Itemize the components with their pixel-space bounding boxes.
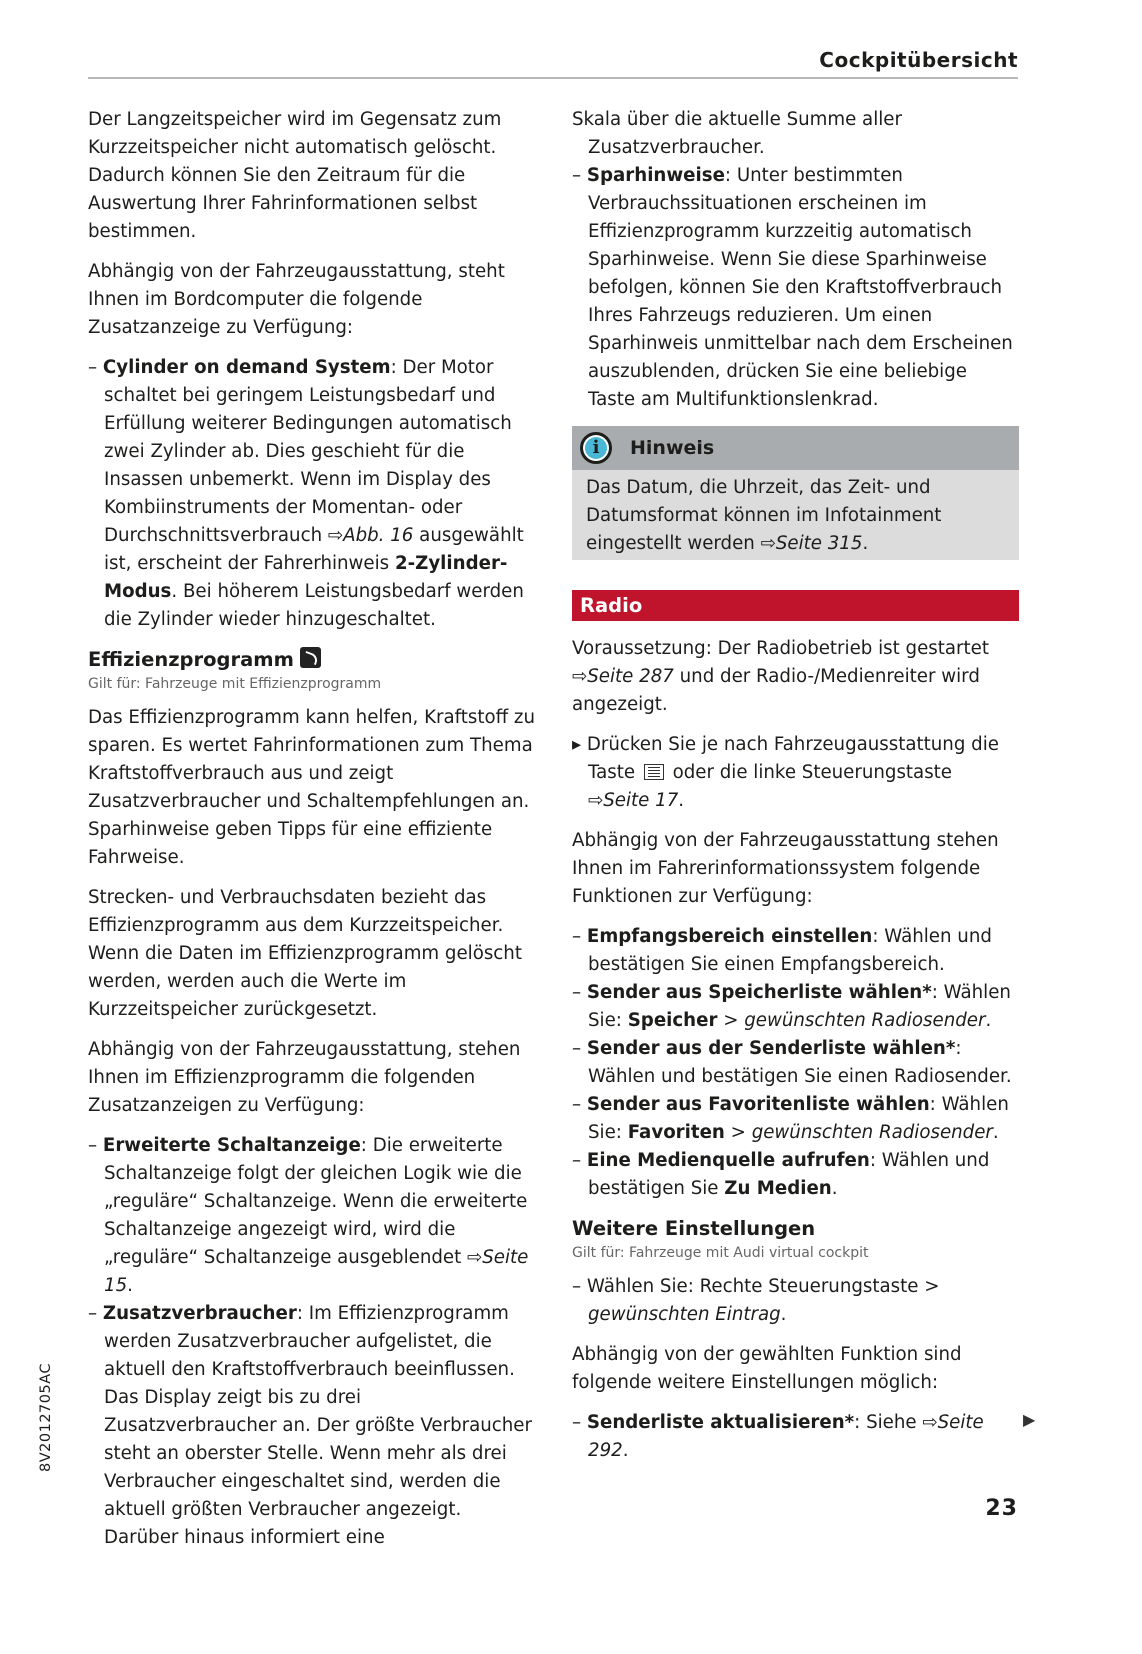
bold-term: Sender aus Speicherliste wählen*: [586, 982, 932, 1003]
list-item: [572, 1147, 1019, 1203]
text-run: .: [622, 1440, 629, 1461]
text-run: – Wählen Sie: Rechte Steuerungstaste >: [572, 1276, 940, 1297]
page-reference-link[interactable]: Seite 292: [588, 1412, 984, 1461]
section-heading: [88, 646, 535, 674]
bold-term: Sender aus Favoritenliste wählen: [586, 1094, 930, 1115]
page-reference-link[interactable]: gewünschten Eintrag: [588, 1304, 781, 1325]
text-run: –: [572, 1038, 587, 1059]
paragraph: [88, 258, 535, 342]
note-box: [572, 426, 1019, 560]
list-item: [572, 162, 1019, 414]
page-number: 23: [985, 1496, 1018, 1521]
text-run: . Bei höherem Leistungsbedarf werden die Zylinder wieder hinzugeschaltet.: [104, 581, 524, 630]
text-run: Der Langzeitspeicher wird im Gegensatz zum Kurzzeitspeicher nicht automatisch gelöscht. Dadurch können Sie den Zeitraum für die Auswertung Ihrer Fahrinformationen selbst bestimmen.: [88, 109, 502, 242]
text-run: : Wählen und bestätigen Sie: [588, 1150, 990, 1199]
text-run: ▸ Drücken Sie je nach Fahrzeugausstattung die Taste: [572, 734, 999, 783]
text-run: und der Radio-/Medienreiter wird angezeigt.: [572, 666, 980, 715]
bold-term: Cylinder on demand System: [102, 357, 391, 378]
text-run: .: [985, 1010, 992, 1031]
text-run: ausgewählt ist, erscheint der Fahrerhinweis: [104, 525, 524, 574]
text-run: .: [862, 533, 869, 554]
list-item: [572, 1035, 1019, 1091]
text-run: Gilt für: Fahrzeuge mit Audi virtual cockpit: [572, 1245, 869, 1261]
text-run: oder die linke Steuerungstaste ⇨: [588, 762, 952, 811]
text-run: Gilt für: Fahrzeuge mit Effizienzprogramm: [88, 676, 382, 692]
text-run: Abhängig von der Fahrzeugausstattung, stehen Ihnen im Effizienzprogramm die folgenden Zusatzanzeigen zu Verfügung:: [88, 1039, 521, 1116]
bold-term: Zu Medien: [724, 1178, 832, 1199]
text-run: –: [572, 165, 587, 186]
bold-term: Eine Medienquelle aufrufen: [586, 1150, 870, 1171]
list-item: [572, 1409, 1019, 1465]
text-run: : Der Motor schaltet bei geringem Leistungsbedarf und Erfüllung weiterer Bedingungen automatisch zwei Zylinder ab. Dies geschieht für die Insassen unbemerkt. Wenn im Display des Kombiinstruments der Momentan- oder Durchschnittsverbrauch ⇨: [104, 357, 512, 546]
list-item: [88, 1132, 535, 1300]
menu-key-icon: [644, 764, 664, 780]
list-item: [572, 1273, 1019, 1329]
bold-term: Erweiterte Schaltanzeige: [102, 1135, 361, 1156]
running-header: Cockpitübersicht: [819, 48, 1018, 72]
left-column: [88, 106, 535, 1552]
list-item: [88, 354, 535, 634]
paragraph: [572, 827, 1019, 911]
text-run: –: [572, 926, 587, 947]
page-reference-link[interactable]: Seite 17: [603, 790, 679, 811]
text-run: .: [127, 1275, 133, 1296]
right-column: [572, 106, 1019, 1465]
bold-term: Sender aus der Senderliste wählen*: [586, 1038, 956, 1059]
text-run: –: [88, 357, 103, 378]
text-run: : Im Effizienzprogramm werden Zusatzverbraucher aufgelistet, die aktuell den Kraftstoffverbrauch beeinflussen. Das Display zeigt bis zu drei Zusatzverbraucher an. Der größte Verbraucher steht an oberster Stelle. Wenn mehr als drei Verbraucher eingeschaltet sind, werden die aktuell größten Verbraucher angezeigt. Darüber hinaus informiert eine: [104, 1303, 532, 1548]
page-reference-link[interactable]: gewünschten Radiosender: [751, 1122, 993, 1143]
text-run: –: [572, 1412, 587, 1433]
note-title: Hinweis: [630, 437, 715, 459]
text-run: .: [678, 790, 685, 811]
text-run: >: [724, 1122, 752, 1143]
text-run: : Die erweiterte Schaltanzeige folgt der gleichen Logik wie die „reguläre“ Schaltanzeige. Wenn die erweiterte Schaltanzeige angezeigt wird, wird die „reguläre“ Schaltanzeige ausgeblendet ⇨: [104, 1135, 528, 1268]
continue-arrow-icon: ▶: [1023, 1410, 1036, 1429]
text-run: Weitere Einstellungen: [572, 1217, 816, 1240]
bold-term: Senderliste aktualisieren*: [586, 1412, 855, 1433]
paragraph: [88, 1036, 535, 1120]
paragraph: [88, 106, 535, 246]
note-header: [572, 426, 1019, 470]
text-run: –: [88, 1135, 103, 1156]
text-run: >: [717, 1010, 745, 1031]
text-run: –: [88, 1303, 103, 1324]
page-reference-link[interactable]: Seite 15: [104, 1247, 529, 1296]
bold-term: Sparhinweise: [586, 165, 725, 186]
note-body: [572, 470, 1019, 560]
text-run: Radio: [580, 594, 643, 617]
instruction-step: [572, 731, 1019, 815]
bold-term: Empfangsbereich einstellen: [586, 926, 873, 947]
text-run: : Wählen und bestätigen Sie einen Radiosender.: [588, 1038, 1012, 1087]
bold-term: Favoriten: [627, 1122, 725, 1143]
text-run: Skala über die aktuelle Summe aller Zusatzverbraucher.: [572, 109, 902, 158]
text-run: Abhängig von der Fahrzeugausstattung, steht Ihnen im Bordcomputer die folgende Zusatzanzeige zu Verfügung:: [88, 261, 505, 338]
page-reference-link[interactable]: Seite 315: [775, 533, 863, 554]
info-icon: i: [580, 432, 612, 464]
text-run: Strecken- und Verbrauchsdaten bezieht das Effizienzprogramm aus dem Kurzzeitspeicher. Wenn die Daten im Effizienzprogramm gelöscht werden, werden auch die Werte im Kurzzeitspeicher zurückgesetzt.: [88, 887, 522, 1020]
document-code: 8V2012705AC: [38, 1362, 54, 1472]
paragraph: [572, 635, 1019, 719]
text-run: Voraussetzung: Der Radiobetrieb ist gestartet ⇨: [572, 638, 989, 687]
bold-term: 2-Zylinder-Modus: [104, 553, 508, 602]
bold-term: Zusatzverbraucher: [102, 1303, 297, 1324]
page-reference-link[interactable]: gewünschten Radiosender: [744, 1010, 986, 1031]
text-run: : Wählen und bestätigen Sie einen Empfangsbereich.: [588, 926, 992, 975]
text-run: : Siehe ⇨: [854, 1412, 938, 1433]
text-run: : Wählen Sie:: [588, 1094, 1009, 1143]
list-item: [572, 979, 1019, 1035]
page-reference-link[interactable]: Abb. 16: [343, 525, 414, 546]
text-run: Effizienzprogramm: [88, 648, 294, 671]
paragraph: [572, 1341, 1019, 1397]
text-run: Abhängig von der Fahrzeugausstattung stehen Ihnen im Fahrerinformationssystem folgende Funktionen zur Verfügung:: [572, 830, 999, 907]
applies-to-note: [572, 1243, 1019, 1263]
text-run: Das Effizienzprogramm kann helfen, Kraftstoff zu sparen. Es wertet Fahrinformationen zum Thema Kraftstoffverbrauch aus und zeigt Zusatzverbraucher und Schaltempfehlungen an. Sparhinweise geben Tipps für eine effiziente Fahrweise.: [88, 707, 536, 868]
list-item: [572, 106, 1019, 162]
list-item: [572, 923, 1019, 979]
text-run: : Unter bestimmten Verbrauchssituationen erscheinen im Effizienzprogramm kurzzeitig automatisch Sparhinweise. Wenn Sie diese Sparhinweise befolgen, können Sie den Kraftstoffverbrauch Ihres Fahrzeugs reduzieren. Um einen Sparhinweis unmittelbar nach dem Erscheinen auszublenden, drücken Sie eine beliebige Taste am Multifunktionslenkrad.: [588, 165, 1013, 410]
text-run: .: [831, 1178, 838, 1199]
header-rule: [88, 77, 1018, 79]
text-run: .: [780, 1304, 787, 1325]
paragraph: [88, 884, 535, 1024]
page-reference-link[interactable]: Seite 287: [587, 666, 674, 687]
text-run: Abhängig von der gewählten Funktion sind folgende weitere Einstellungen möglich:: [572, 1344, 962, 1393]
text-run: –: [572, 1150, 587, 1171]
chapter-heading-bar: [572, 590, 1019, 621]
section-heading: [572, 1215, 1019, 1243]
list-item: [88, 1300, 535, 1552]
text-run: Das Datum, die Uhrzeit, das Zeit- und Datumsformat können im Infotainment eingestellt werden ⇨: [586, 477, 942, 554]
text-run: –: [572, 1094, 587, 1115]
bold-term: Speicher: [627, 1010, 718, 1031]
paragraph: [88, 704, 535, 872]
list-item: [572, 1091, 1019, 1147]
applies-to-note: [88, 674, 535, 694]
text-run: : Wählen Sie:: [588, 982, 1011, 1031]
efficiency-program-icon: [300, 647, 321, 668]
text-run: .: [992, 1122, 999, 1143]
text-run: –: [572, 982, 587, 1003]
